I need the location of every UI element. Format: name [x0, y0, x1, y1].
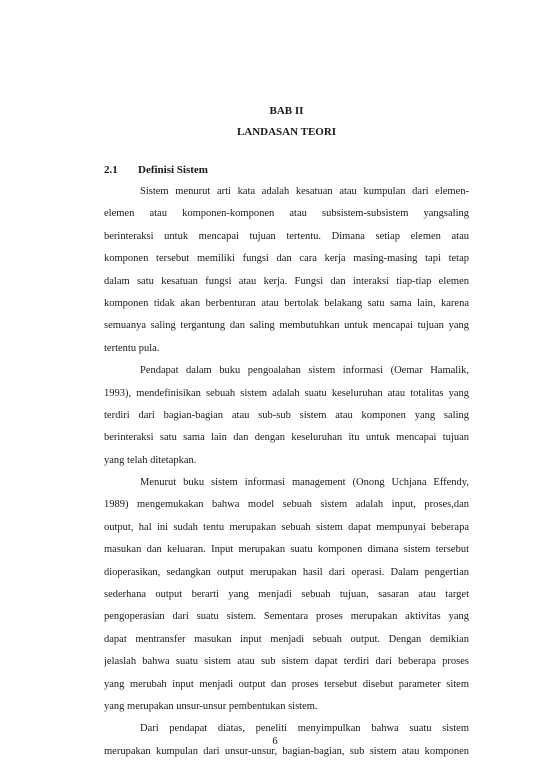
paragraph-line: berinteraksi untuk mencapai tujuan tertentu. Dimana setiap elemen atau	[104, 230, 469, 242]
paragraph-line: semuanya saling tergantung dan saling membutuhkan untuk mencapai tujuan yang	[104, 320, 469, 332]
paragraph-line: output, hal ini sudah tentu merupakan sebuah sistem dapat mempunyai beberapa	[104, 521, 469, 533]
paragraph-line: yang merupakan unsur-unsur pembentukan sistem.	[104, 700, 318, 712]
paragraph	[104, 181, 469, 360]
body-text	[104, 181, 469, 763]
paragraph-line: pengoperasian dari suatu sistem. Sementara proses merupakan aktivitas yang	[104, 611, 469, 623]
paragraph-line: elemen atau komponen-komponen atau subsistem-subsistem yangsaling	[104, 208, 469, 220]
paragraph-line: dioperasikan, sedangkan output merupakan hasil dari operasi. Dalam pengertian	[104, 566, 469, 578]
paragraph-line: dapat mentransfer masukan input menjadi sebuah output. Dengan demikian	[104, 633, 469, 645]
paragraph-line: masukan dan keluaran. Input merupakan suatu komponen dimana sistem tersebut	[104, 544, 469, 556]
paragraph-line: dalam satu kesatuan fungsi atau kerja. Fungsi dan interaksi tiap-tiap elemen	[104, 275, 469, 287]
chapter-number: BAB II	[269, 105, 304, 117]
paragraph-line: Sistem menurut arti kata adalah kesatuan atau kumpulan dari elemen-	[140, 186, 469, 197]
paragraph-line: berinteraksi satu sama lain dan dengan keseluruhan itu untuk mencapai tujuan	[104, 432, 469, 444]
paragraph-line: komponen tersebut memiliki fungsi dan cara kerja masing-masing tapi tetap	[104, 253, 469, 265]
paragraph-line: Menurut buku sistem informasi management (Onong Uchjana Effendy,	[140, 477, 469, 489]
paragraph	[104, 472, 469, 718]
paragraph-line: tertentu pula.	[104, 342, 160, 354]
paragraph-line: yang merubah input menjadi output dan proses tersebut disebut parameter sitem	[104, 678, 469, 690]
paragraph-line: yang telah ditetapkan.	[104, 454, 197, 466]
chapter-title: LANDASAN TEORI	[236, 126, 337, 138]
paragraph-line: merupakan kumpulan dari unsur-unsur, bagian-bagian, sub sistem atau komponen	[104, 745, 469, 757]
section-heading	[104, 164, 208, 176]
paragraph-line: jelaslah bahwa suatu sistem atau sub sistem dapat terdiri dari beberapa proses	[104, 656, 469, 668]
paragraph-line: Pendapat dalam buku pengoalahan sistem informasi (Oemar Hamalik,	[140, 365, 469, 377]
paragraph	[104, 360, 469, 472]
paragraph-line: 1989) mengemukakan bahwa model sebuah sistem adalah input, proses,dan	[104, 499, 469, 511]
paragraph-line: komponen tidak akan berbenturan atau bertolak belakang satu sama lain, karena	[104, 297, 469, 309]
paragraph-line: terdiri dari bagian-bagian atau sub-sub sistem atau komponen yang saling	[104, 409, 469, 421]
page-number: 6	[272, 736, 278, 747]
section-number: 2.1	[104, 164, 118, 176]
paragraph-line: 1993), mendefinisikan sebuah sistem adalah suatu keseluruhan atau totalitas yang	[104, 387, 469, 399]
paragraph-line: Dari pendapat diatas, peneliti menyimpulkan bahwa suatu sistem	[140, 723, 469, 735]
section-title: Definisi Sistem	[138, 164, 208, 176]
paragraph-line: sederhana output berarti yang menjadi sebuah tujuan, sasaran atau target	[104, 589, 469, 601]
